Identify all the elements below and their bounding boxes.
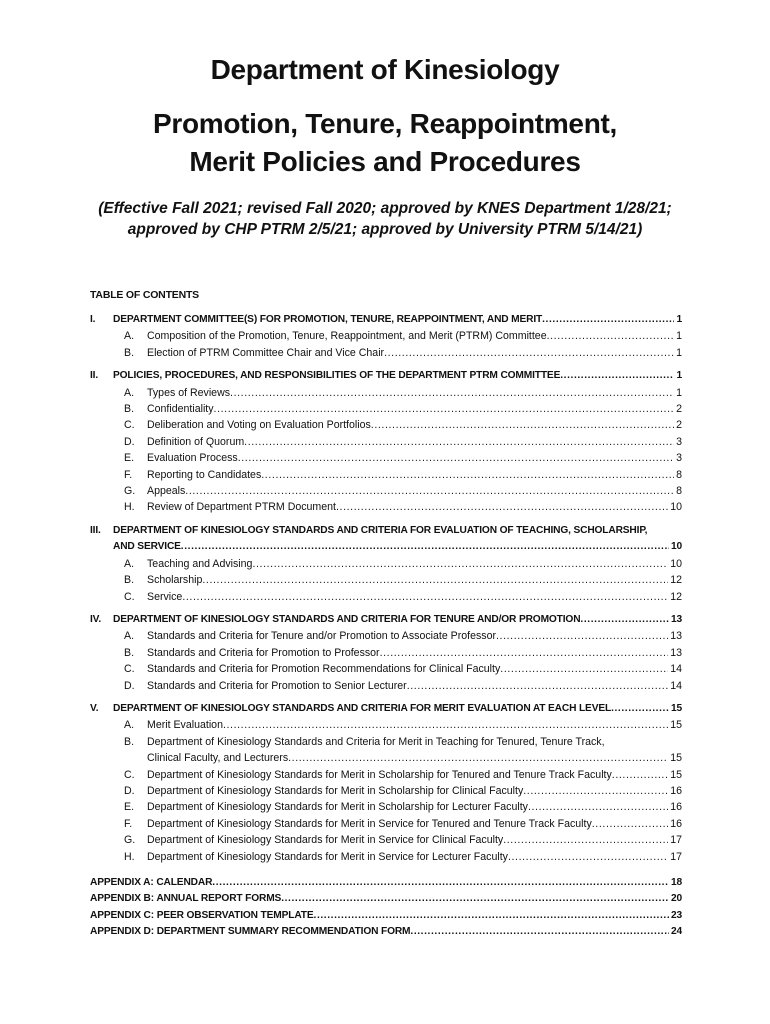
toc-appendix-b[interactable] <box>90 891 682 907</box>
toc-appendix-c[interactable] <box>90 908 682 924</box>
toc-leader-dots <box>223 717 668 733</box>
toc-item[interactable] <box>90 467 682 483</box>
toc-item[interactable] <box>90 783 682 799</box>
toc-page-number: 15 <box>670 719 682 732</box>
toc-leader-dots <box>407 678 669 694</box>
toc-leader-dots <box>503 832 668 848</box>
toc-leader-dots <box>185 483 674 499</box>
toc-item-label: Department of Kinesiology Standards for Merit in Service for Lecturer Faculty <box>147 850 508 863</box>
toc-item[interactable] <box>90 645 682 661</box>
toc-appendix-label: APPENDIX D: DEPARTMENT SUMMARY RECOMMENDATION FORM <box>90 926 411 938</box>
toc-item-label: Department of Kinesiology Standards for Merit in Scholarship for Clinical Faculty <box>147 784 524 797</box>
toc-item[interactable] <box>90 717 682 733</box>
toc-item[interactable] <box>90 417 682 433</box>
toc-leader-dots <box>371 417 674 433</box>
toc-item[interactable] <box>90 401 682 417</box>
toc-leader-dots <box>314 908 669 924</box>
toc-item[interactable] <box>90 767 682 783</box>
toc-item[interactable] <box>90 556 682 572</box>
toc-leader-dots <box>592 816 668 832</box>
toc-item-label: Review of Department PTRM Document <box>147 501 336 514</box>
toc-leader-dots <box>261 467 674 483</box>
toc-appendix-label: APPENDIX B: ANNUAL REPORT FORMS <box>90 893 282 905</box>
toc-page-number: 16 <box>670 784 682 797</box>
toc-leader-dots <box>612 767 668 783</box>
toc-page-number: 2 <box>676 403 682 416</box>
toc-leader-dots <box>542 312 674 328</box>
toc-leader-dots <box>528 799 668 815</box>
table-of-contents <box>90 312 682 941</box>
toc-item[interactable] <box>90 816 682 832</box>
toc-appendix-d[interactable] <box>90 924 682 940</box>
toc-item-label: Standards and Criteria for Promotion Recommendations for Clinical Faculty <box>147 663 501 676</box>
toc-page-number: 20 <box>670 893 682 905</box>
toc-leader-dots <box>181 539 669 555</box>
toc-section-label: DEPARTMENT OF KINESIOLOGY STANDARDS AND CRITERIA FOR EVALUATION OF TEACHING, SCHOLARSHIP, <box>113 524 648 536</box>
toc-section-number: IV. <box>90 613 102 625</box>
document-title-department: Department of Kinesiology <box>210 54 560 85</box>
toc-item-letter: C. <box>124 419 135 432</box>
toc-item[interactable] <box>90 661 682 677</box>
toc-item[interactable] <box>90 849 682 865</box>
toc-item-letter: D. <box>124 679 135 692</box>
toc-page-number: 13 <box>670 646 682 659</box>
toc-item-label: Department of Kinesiology Standards and Criteria for Merit in Teaching for Tenured, Tenure Track, <box>147 735 605 748</box>
toc-section-label-continued: AND SERVICE <box>113 541 181 553</box>
toc-item-letter: B. <box>124 403 135 416</box>
toc-item-letter: B. <box>124 346 135 359</box>
toc-page-number: 17 <box>670 850 682 863</box>
toc-leader-dots <box>252 556 668 572</box>
toc-leader-dots <box>212 875 669 891</box>
toc-leader-dots <box>523 783 668 799</box>
toc-leader-dots <box>496 628 668 644</box>
toc-item-letter: G. <box>124 834 136 847</box>
toc-item-label: Election of PTRM Committee Chair and Vice Chair <box>147 346 385 359</box>
toc-page-number: 1 <box>676 314 682 325</box>
toc-item[interactable] <box>90 832 682 848</box>
toc-section-5[interactable] <box>90 701 682 717</box>
toc-item-letter: B. <box>124 574 135 587</box>
toc-section-2[interactable] <box>90 368 682 384</box>
toc-item-label: Types of Reviews <box>147 386 231 399</box>
toc-item-letter: A. <box>124 386 135 399</box>
toc-section-number: II. <box>90 370 99 382</box>
toc-page-number: 17 <box>670 834 682 847</box>
toc-page-number: 12 <box>670 574 682 587</box>
toc-item-letter: A. <box>124 557 135 570</box>
toc-page-number: 1 <box>676 346 682 359</box>
toc-item-label: Scholarship <box>147 574 203 587</box>
toc-leader-dots <box>202 572 668 588</box>
toc-page-number: 1 <box>676 386 682 399</box>
toc-page-number: 10 <box>670 541 682 553</box>
toc-item-label: Standards and Criteria for Tenure and/or Promotion to Associate Professor <box>147 630 496 643</box>
toc-leader-dots <box>230 385 674 401</box>
subtitle-line2: approved by CHP PTRM 2/5/21; approved by University PTRM 5/14/21) <box>127 221 643 238</box>
toc-item[interactable] <box>90 328 682 344</box>
toc-item-letter: H. <box>124 850 135 863</box>
toc-leader-dots <box>380 645 669 661</box>
toc-leader-dots <box>281 891 669 907</box>
toc-item-label: Department of Kinesiology Standards for Merit in Service for Tenured and Tenure Track Faculty <box>147 817 592 830</box>
toc-item-letter: F. <box>124 817 133 830</box>
toc-item-letter: C. <box>124 663 135 676</box>
toc-item-label: Standards and Criteria for Promotion to Professor <box>147 646 380 659</box>
toc-leader-dots <box>214 401 675 417</box>
toc-item[interactable] <box>90 483 682 499</box>
toc-section-number: III. <box>90 524 101 536</box>
toc-page-number: 3 <box>676 452 682 465</box>
toc-item[interactable] <box>90 572 682 588</box>
document-title-line3: Merit Policies and Procedures <box>189 146 581 177</box>
toc-page-number: 13 <box>670 613 682 625</box>
toc-leader-dots <box>508 849 668 865</box>
toc-item-letter: E. <box>124 801 135 814</box>
toc-section-label: DEPARTMENT COMMITTEE(S) FOR PROMOTION, TENURE, REAPPOINTMENT, AND MERIT <box>113 314 543 325</box>
toc-page-number: 16 <box>670 817 682 830</box>
toc-section-number: I. <box>90 314 96 325</box>
subtitle-line1: (Effective Fall 2021; revised Fall 2020; approved by KNES Department 1/28/21; <box>98 200 672 217</box>
toc-page-number: 15 <box>670 702 682 714</box>
toc-page-number: 14 <box>670 663 682 676</box>
toc-item-letter: D. <box>124 435 135 448</box>
toc-page-number: 10 <box>670 557 682 570</box>
toc-item-label: Deliberation and Voting on Evaluation Portfolios <box>147 419 371 432</box>
toc-item-letter: E. <box>124 452 135 465</box>
toc-page-number: 1 <box>676 370 682 382</box>
document-title-line2: Promotion, Tenure, Reappointment, <box>152 108 618 139</box>
toc-item-wrapped-line1[interactable] <box>90 734 682 750</box>
toc-item-letter: D. <box>124 784 135 797</box>
toc-page-number: 2 <box>676 419 682 432</box>
toc-leader-dots <box>288 750 668 766</box>
toc-page-number: 8 <box>676 468 682 481</box>
toc-heading: TABLE OF CONTENTS <box>90 289 199 301</box>
toc-item-label: Teaching and Advising <box>147 557 253 570</box>
toc-leader-dots <box>410 924 669 940</box>
toc-page-number: 18 <box>670 877 682 888</box>
toc-leader-dots <box>547 328 675 344</box>
toc-item-label: Evaluation Process <box>147 452 238 465</box>
toc-item[interactable] <box>90 499 682 515</box>
toc-leader-dots <box>384 345 674 361</box>
toc-item[interactable] <box>90 799 682 815</box>
toc-item-label: Definition of Quorum <box>147 435 245 448</box>
toc-leader-dots <box>560 368 674 384</box>
toc-item-label: Department of Kinesiology Standards for Merit in Scholarship for Tenured and Tenure Track Faculty <box>147 768 612 781</box>
toc-page-number: 1 <box>676 330 682 343</box>
toc-page-number: 23 <box>670 909 682 921</box>
toc-item[interactable] <box>90 450 682 466</box>
toc-item-label: Appeals <box>147 485 186 498</box>
toc-leader-dots <box>580 612 669 628</box>
toc-section-label: POLICIES, PROCEDURES, AND RESPONSIBILITIES OF THE DEPARTMENT PTRM COMMITTEE <box>113 370 561 382</box>
toc-item-label-continued: Clinical Faculty, and Lecturers <box>147 752 289 765</box>
toc-appendix-label: APPENDIX C: PEER OBSERVATION TEMPLATE <box>90 909 314 921</box>
toc-item-letter: A. <box>124 630 135 643</box>
toc-appendix-label: APPENDIX A: CALENDAR <box>90 877 213 888</box>
toc-item-letter: C. <box>124 768 135 781</box>
toc-item-label: Standards and Criteria for Promotion to Senior Lecturer <box>147 679 407 692</box>
toc-page-number: 8 <box>676 485 682 498</box>
toc-page-number: 12 <box>670 590 682 603</box>
toc-item-letter: B. <box>124 646 135 659</box>
toc-item[interactable] <box>90 345 682 361</box>
toc-leader-dots <box>611 701 669 717</box>
toc-item-letter: G. <box>124 485 136 498</box>
toc-page-number: 3 <box>676 435 682 448</box>
toc-item-label: Merit Evaluation <box>147 719 223 732</box>
toc-item[interactable] <box>90 434 682 450</box>
toc-page-number: 10 <box>670 501 682 514</box>
toc-section-1[interactable] <box>90 312 682 328</box>
toc-page-number: 15 <box>670 768 682 781</box>
toc-item-letter: C. <box>124 590 135 603</box>
toc-item[interactable] <box>90 385 682 401</box>
toc-section-3-line2[interactable] <box>90 539 682 555</box>
toc-item-label: Department of Kinesiology Standards for Merit in Scholarship for Lecturer Faculty <box>147 801 528 814</box>
toc-section-3-line1[interactable] <box>90 523 682 539</box>
toc-section-label: DEPARTMENT OF KINESIOLOGY STANDARDS AND CRITERIA FOR MERIT EVALUATION AT EACH LEVEL <box>113 702 612 714</box>
toc-item[interactable] <box>90 628 682 644</box>
toc-page-number: 16 <box>670 801 682 814</box>
toc-item-letter: F. <box>124 468 133 481</box>
toc-leader-dots <box>336 499 668 515</box>
toc-leader-dots <box>238 450 674 466</box>
toc-page-number: 14 <box>670 679 682 692</box>
toc-item-letter: A. <box>124 330 135 343</box>
toc-section-number: V. <box>90 702 99 714</box>
toc-leader-dots <box>182 589 668 605</box>
toc-item-letter: B. <box>124 735 135 748</box>
toc-page-number: 13 <box>670 630 682 643</box>
toc-section-label: DEPARTMENT OF KINESIOLOGY STANDARDS AND CRITERIA FOR TENURE AND/OR PROMOTION <box>113 613 581 625</box>
toc-item-letter: A. <box>124 719 135 732</box>
document-subtitle <box>60 198 710 240</box>
toc-item-wrapped-line2[interactable] <box>90 750 682 766</box>
toc-page-number: 24 <box>670 926 682 938</box>
toc-leader-dots <box>244 434 674 450</box>
toc-section-4[interactable] <box>90 612 682 628</box>
toc-item-label: Composition of the Promotion, Tenure, Reappointment, and Merit (PTRM) Committee <box>147 330 547 343</box>
toc-item-label: Department of Kinesiology Standards for Merit in Service for Clinical Faculty <box>147 834 504 847</box>
toc-leader-dots <box>500 661 668 677</box>
toc-appendix-a[interactable] <box>90 875 682 891</box>
toc-item[interactable] <box>90 678 682 694</box>
toc-item-letter: H. <box>124 501 135 514</box>
toc-page-number: 15 <box>670 752 682 765</box>
toc-item[interactable] <box>90 589 682 605</box>
toc-item-label: Confidentiality <box>147 403 214 416</box>
toc-item-label: Service <box>147 590 183 603</box>
toc-item-label: Reporting to Candidates <box>147 468 262 481</box>
